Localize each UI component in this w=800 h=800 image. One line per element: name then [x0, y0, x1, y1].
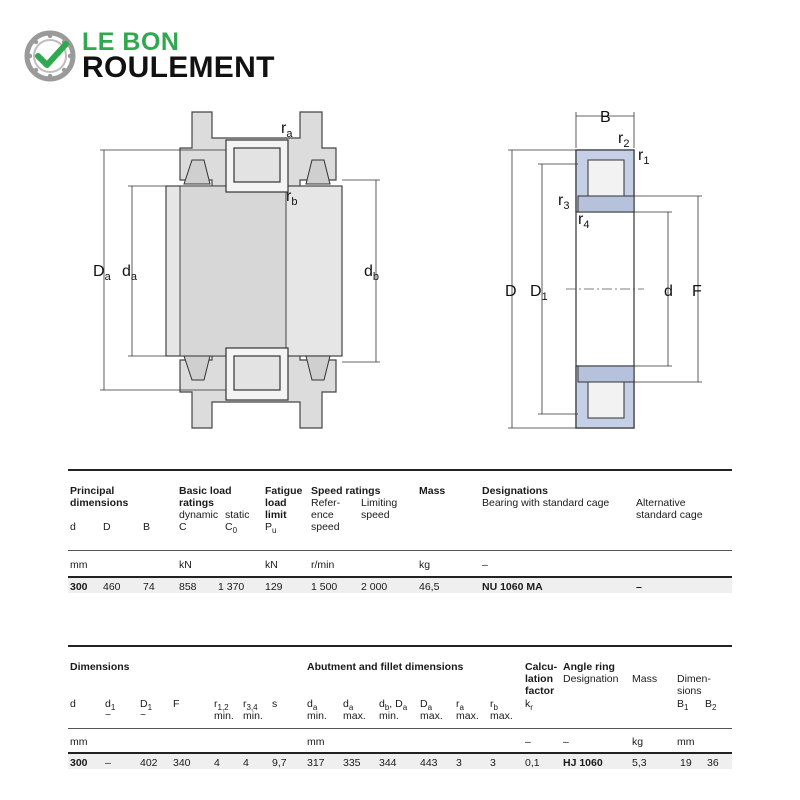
- hdr-limiting-speed: speed: [361, 509, 390, 521]
- label-D: D: [505, 283, 517, 300]
- cell2-dbDa-min: 344: [379, 757, 397, 769]
- logo-line1: LE BON: [82, 28, 180, 56]
- hdr2-calcu: Calcu-: [525, 661, 558, 673]
- bearing-check-icon: [24, 30, 76, 82]
- unit2-kg: kg: [632, 736, 644, 748]
- label-da: $d_a$: [122, 263, 138, 283]
- hdr2-designation: Designation: [563, 673, 619, 685]
- hdr2-dimensions: Dimensions: [70, 661, 130, 673]
- cell2-d: 300: [70, 757, 88, 769]
- sym-Pu: $P_u$: [265, 521, 277, 536]
- sym2-B1: $B_1$: [677, 698, 689, 713]
- hdr-speed-ratings: Speed ratings: [311, 485, 381, 497]
- cell-Pu: 129: [265, 581, 283, 593]
- hdr-principal: Principal: [70, 485, 115, 497]
- hdr-ratings: ratings: [179, 497, 215, 509]
- cell2-ra-max: 3: [456, 757, 462, 769]
- brand-logo: [24, 26, 304, 86]
- label-db: $d_b$: [364, 263, 380, 283]
- sym2-rb: $r_b$: [490, 698, 498, 713]
- unit-rmin: r/min: [311, 559, 335, 571]
- max-Da: max.: [420, 710, 443, 722]
- unit-dash: –: [482, 559, 488, 571]
- hdr-dimensions: dimensions: [70, 497, 129, 509]
- hdr-fatigue: Fatigue: [265, 485, 303, 497]
- label-rb: $r_b$: [286, 188, 298, 208]
- hdr-static: static: [225, 509, 250, 521]
- tilde-d1: ~: [105, 709, 112, 721]
- min-r34: min.: [243, 710, 263, 722]
- sym2-ra: $r_a$: [456, 698, 464, 713]
- sym2-d: d: [70, 698, 76, 710]
- label-r1: $r_1$: [638, 147, 650, 167]
- logo-line2: ROULEMENT: [82, 51, 275, 84]
- label-Da: $D_a$: [93, 263, 111, 283]
- sym2-da-max: $d_a$: [343, 698, 354, 713]
- hdr2-sions: sions: [677, 685, 702, 697]
- sym-D: D: [103, 521, 111, 533]
- hdr2-abutment: Abutment and fillet dimensions: [307, 661, 464, 673]
- sym2-kr: $k_r$: [525, 698, 533, 713]
- sym-d: d: [70, 521, 76, 533]
- hdr-alt-cage: standard cage: [636, 509, 703, 521]
- unit-mm: mm: [70, 559, 88, 571]
- bearing-upper-drawing: [226, 140, 288, 192]
- cell2-B2: 36: [707, 757, 719, 769]
- hdr-dynamic: dynamic: [179, 509, 219, 521]
- bearing-drawing: [0, 100, 800, 440]
- cell2-Da-max: 443: [420, 757, 438, 769]
- hdr-bearing-std: Bearing with standard cage: [482, 497, 610, 509]
- min-r12: min.: [214, 710, 234, 722]
- label-r2: $r_2$: [618, 130, 630, 150]
- cell2-B1: 19: [680, 757, 692, 769]
- cell-lim-speed: 2 000: [361, 581, 388, 593]
- max-rb: max.: [490, 710, 513, 722]
- sym2-dbDa: $d_b$, $D_a$: [379, 698, 408, 713]
- cell-C: 858: [179, 581, 197, 593]
- sym2-d1: $d_1$: [105, 698, 116, 713]
- hdr-alternative: Alternative: [636, 497, 686, 509]
- unit2-mm: mm: [70, 736, 88, 748]
- sym2-D1: $D_1$: [140, 698, 153, 713]
- cell-D: 460: [103, 581, 121, 593]
- sym2-da-min: $d_a$: [307, 698, 318, 713]
- label-r3: $r_3$: [558, 192, 570, 212]
- label-r4: $r_4$: [578, 211, 590, 231]
- cell2-s: 9,7: [272, 757, 287, 769]
- hdr2-factor: factor: [525, 685, 555, 697]
- cell2-r12: 4: [214, 757, 220, 769]
- bearing-cross-section-drawing: [566, 150, 644, 428]
- max-ra: max.: [456, 710, 479, 722]
- hdr2-mass: Mass: [632, 673, 658, 685]
- hdr-designations: Designations: [482, 485, 548, 497]
- label-ra: $r_a$: [281, 120, 293, 140]
- unit-kN: kN: [179, 559, 192, 571]
- cell-B: 74: [143, 581, 155, 593]
- cell-C0: 1 370: [218, 581, 245, 593]
- sym2-r12: $r_{1,2}$: [214, 698, 229, 713]
- cell2-d1: –: [105, 757, 111, 769]
- hdr2-dimen: Dimen-: [677, 673, 711, 685]
- cell-designation: NU 1060 MA: [482, 581, 543, 593]
- tilde-D1: ~: [140, 709, 147, 721]
- sym2-s: s: [272, 698, 278, 710]
- cell2-F: 340: [173, 757, 191, 769]
- sym2-Da: $D_a$: [420, 698, 433, 713]
- bearing-lower-drawing: [226, 348, 288, 400]
- hdr2-angle-ring: Angle ring: [563, 661, 615, 673]
- hdr-refer: Refer-: [311, 497, 341, 509]
- cell-ref-speed: 1 500: [311, 581, 338, 593]
- unit2-mm-sions: mm: [677, 736, 695, 748]
- label-d: d: [664, 283, 673, 300]
- cell2-da-max: 335: [343, 757, 361, 769]
- sym2-r34: $r_{3,4}$: [243, 698, 258, 713]
- cell2-rb-max: 3: [490, 757, 496, 769]
- label-B: B: [600, 109, 611, 126]
- hdr-limiting: Limiting: [361, 497, 398, 509]
- cell2-D1: 402: [140, 757, 158, 769]
- hdr-ence: ence: [311, 509, 334, 521]
- unit-kg: kg: [419, 559, 431, 571]
- hdr-basic-load: Basic load: [179, 485, 232, 497]
- sym-B: B: [143, 521, 151, 533]
- max-da: max.: [343, 710, 366, 722]
- cell-alternative: –: [636, 581, 642, 593]
- unit-kN-2: kN: [265, 559, 278, 571]
- cell2-angle-ring: HJ 1060: [563, 757, 603, 769]
- sym2-F: F: [173, 698, 180, 710]
- hdr-load: load: [265, 497, 287, 509]
- label-D1: $D_1$: [530, 283, 548, 303]
- sym2-B2: $B_2$: [705, 698, 717, 713]
- unit2-dash-designation: –: [563, 736, 569, 748]
- unit2-dash-kr: –: [525, 736, 531, 748]
- unit2-mm-abutment: mm: [307, 736, 325, 748]
- hdr-speed: speed: [311, 521, 340, 533]
- min-da: min.: [307, 710, 327, 722]
- sym-C: C: [179, 521, 187, 533]
- cell-d: 300: [70, 581, 88, 593]
- cell2-kr: 0,1: [525, 757, 540, 769]
- cell2-mass: 5,3: [632, 757, 647, 769]
- hdr-mass: Mass: [419, 485, 446, 497]
- hdr-limit: limit: [265, 509, 287, 521]
- hdr2-lation: lation: [525, 673, 553, 685]
- cell2-r34: 4: [243, 757, 249, 769]
- sym-C0: $C_0$: [225, 521, 238, 536]
- min-dbDa: min.: [379, 710, 399, 722]
- cell2-da-min: 317: [307, 757, 325, 769]
- label-F: F: [692, 283, 702, 300]
- cell-mass: 46,5: [419, 581, 440, 593]
